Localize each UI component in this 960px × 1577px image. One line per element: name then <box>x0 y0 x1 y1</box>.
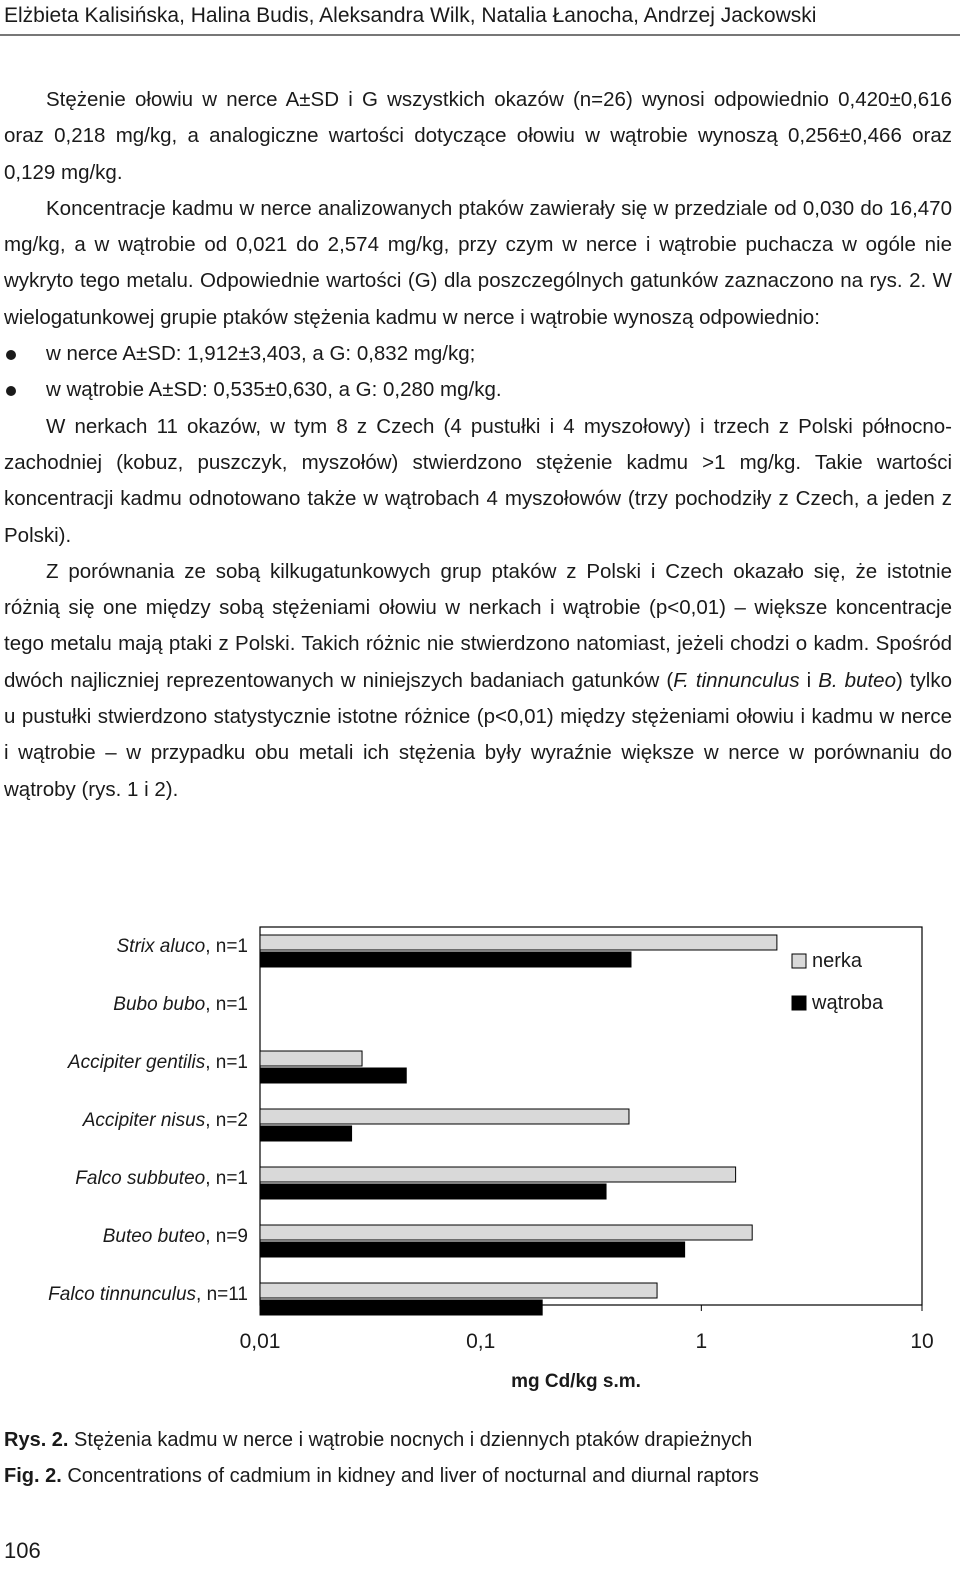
comparison-text-b: ) tylko u pustułki stwierdzono statystycznie istotne różnice (p<0,01) między stężeniami ołowiu i kadmu w nerce i wątrobie – w przypadku obu metali ich stężenia były wyraźnie większe w nerce w porównaniu do wątroby (rys. 1 i 2). <box>4 668 952 801</box>
bar-watroba <box>260 1126 352 1141</box>
caption-text: Stężenia kadmu w nerce i wątrobie nocnych i dziennych ptaków drapieżnych <box>68 1429 753 1451</box>
x-tick-label: 0,1 <box>466 1330 496 1353</box>
category-species: Accipiter gentilis <box>67 1052 206 1073</box>
bar-watroba <box>260 1242 685 1257</box>
body-text <box>4 82 952 808</box>
x-tick-label: 10 <box>910 1330 934 1353</box>
bullet-list <box>4 336 952 409</box>
category-count: , n=9 <box>205 1226 248 1247</box>
category-species: Strix aluco <box>116 936 206 957</box>
category-label <box>117 936 249 957</box>
category-count: , n=1 <box>205 1168 248 1189</box>
caption-english <box>4 1458 759 1494</box>
legend-label: nerka <box>812 950 863 972</box>
paragraph-comparison <box>4 554 952 808</box>
category-label <box>67 1052 248 1073</box>
category-label <box>82 1110 248 1131</box>
cadmium-bar-chart <box>0 915 960 1405</box>
bar-nerka <box>260 1225 752 1240</box>
bar-nerka <box>260 1283 657 1298</box>
x-tick-label: 1 <box>695 1330 708 1353</box>
bullet-dot-icon <box>6 350 16 360</box>
bullet-text: w wątrobie A±SD: 0,535±0,630, a G: 0,280 mg/kg. <box>46 378 502 402</box>
category-label <box>113 994 248 1015</box>
caption-text: Concentrations of cadmium in kidney and liver of nocturnal and diurnal raptors <box>61 1465 759 1487</box>
category-count: , n=2 <box>205 1110 248 1131</box>
category-count: , n=1 <box>205 994 248 1015</box>
caption-label: Fig. 2. <box>4 1465 62 1487</box>
caption-polish <box>4 1422 759 1458</box>
bar-nerka <box>260 1051 362 1066</box>
bullet-item <box>4 372 952 408</box>
category-count: , n=1 <box>205 1052 248 1073</box>
x-axis-label: mg Cd/kg s.m. <box>511 1371 641 1392</box>
header-rule <box>0 34 960 36</box>
bullet-text: w nerce A±SD: 1,912±3,403, a G: 0,832 mg/kg; <box>46 342 476 366</box>
species-name: B. buteo <box>818 668 896 692</box>
bullet-item <box>4 336 952 372</box>
category-label <box>75 1168 248 1189</box>
category-species: Buteo buteo <box>102 1226 206 1247</box>
comparison-text-a: Z porównania ze sobą kilkugatunkowych grup ptaków z Polski i Czech okazało się, że istotnie różnią się one między sobą stężeniami ołowiu w nerkach i wątrobie (p<0,01) – większe koncentracje tego metalu mają ptaki z Polski. Takich różnic nie stwierdzono natomiast, jeżeli chodzi o kadm. Spośród dwóch najliczniej reprezentowanych w niniejszych badaniach gatunków ( <box>4 559 952 692</box>
running-header: Elżbieta Kalisińska, Halina Budis, Aleksandra Wilk, Natalia Łanocha, Andrzej Jackowski <box>4 4 817 27</box>
legend-swatch <box>792 954 806 968</box>
category-species: Falco subbuteo <box>75 1168 206 1189</box>
conjunction: i <box>799 668 819 692</box>
paragraph-cadmium: Koncentracje kadmu w nerce analizowanych ptaków zawierały się w przedziale od 0,030 do 16,470 mg/kg, a w wątrobie od 0,021 do 2,574 mg/kg, przy czym w nerce i wątrobie puchacza w ogóle nie wykryto tego metalu. Odpowiednie wartości (G) dla poszczególnych gatunków zaznaczono na rys. 2. W wielogatunkowej grupie ptaków stężenia kadmu w nerce i wątrobie wynoszą odpowiednio: <box>4 196 952 329</box>
bullet-dot-icon <box>6 386 16 396</box>
bar-watroba <box>260 1300 542 1315</box>
category-label <box>103 1226 248 1247</box>
legend-label: wątroba <box>812 992 884 1014</box>
bar-nerka <box>260 1109 629 1124</box>
caption-label: Rys. 2. <box>4 1429 69 1451</box>
category-species: Falco tinnunculus <box>48 1284 197 1305</box>
bar-watroba <box>260 1184 606 1199</box>
category-species: Bubo bubo <box>113 994 206 1015</box>
category-species: Accipiter nisus <box>82 1110 206 1131</box>
paragraph-kidneys: W nerkach 11 okazów, w tym 8 z Czech (4 pustułki i 4 myszołowy) i trzech z Polski północno-zachodniej (kobuz, puszczyk, myszołów) stwierdzono stężenie kadmu >1 mg/kg. Takie wartości koncentracji kadmu odnotowano także w wątrobach 4 myszołowów (trzy pochodziły z Czech, a jeden z Polski). <box>4 414 952 547</box>
category-label <box>48 1284 248 1305</box>
category-count: , n=1 <box>205 936 248 957</box>
bar-watroba <box>260 952 631 967</box>
bar-nerka <box>260 935 777 950</box>
category-count: , n=11 <box>196 1284 248 1305</box>
figure-caption <box>4 1422 759 1494</box>
bar-nerka <box>260 1167 736 1182</box>
paragraph-lead: Stężenie ołowiu w nerce A±SD i G wszystkich okazów (n=26) wynosi odpowiednio 0,420±0,616 oraz 0,218 mg/kg, a analogiczne wartości dotyczące ołowiu w wątrobie wynoszą 0,256±0,466 oraz 0,129 mg/kg. <box>4 88 952 184</box>
page-number: 106 <box>4 1538 41 1563</box>
x-tick-label: 0,01 <box>239 1330 281 1353</box>
bar-watroba <box>260 1068 406 1083</box>
species-name: F. tinnunculus <box>673 668 800 692</box>
legend-swatch <box>792 996 806 1010</box>
